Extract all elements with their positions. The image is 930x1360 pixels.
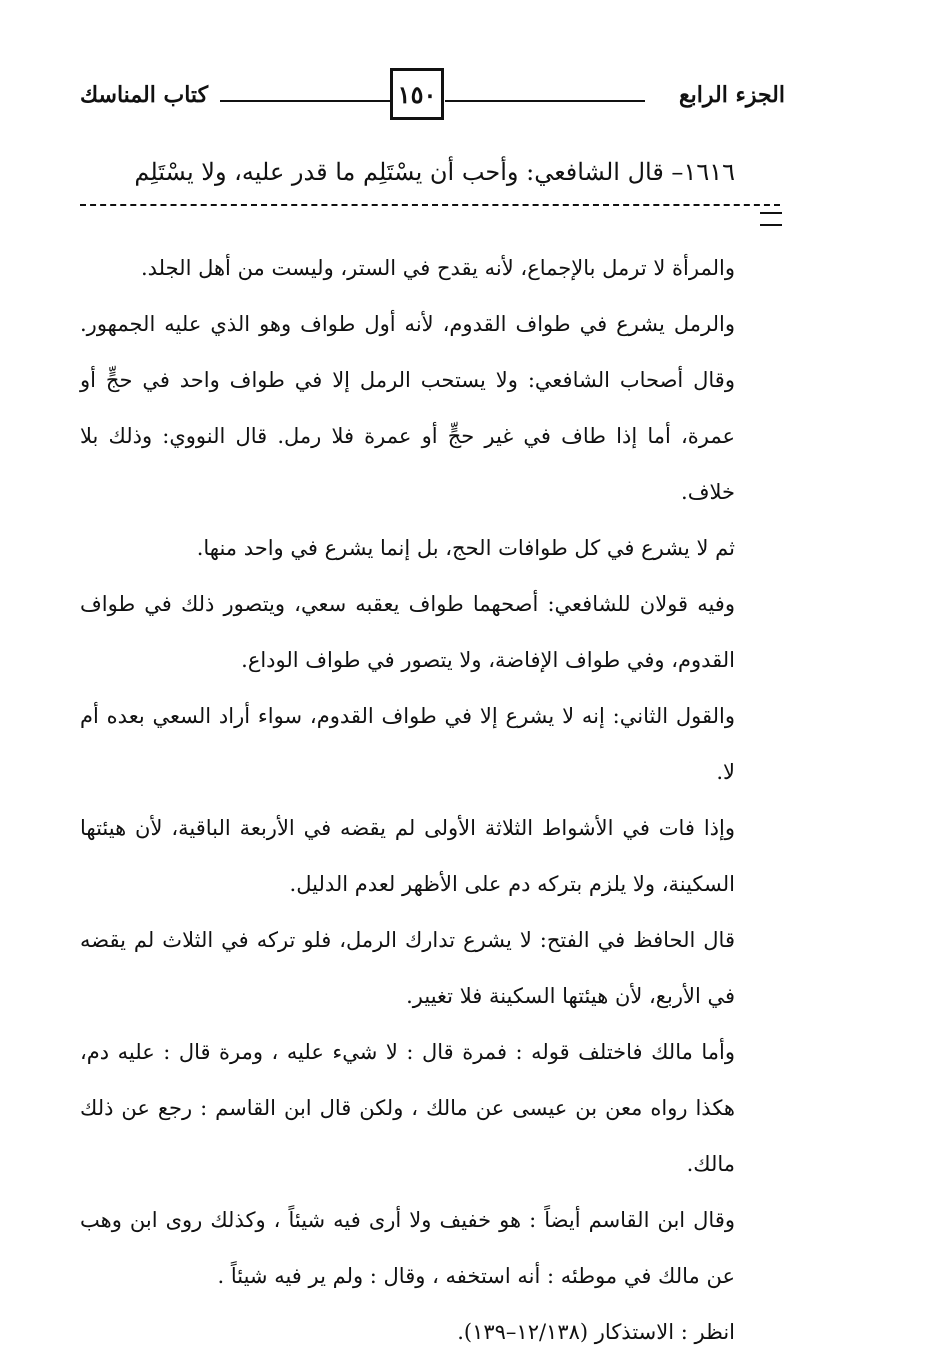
page-number-box xyxy=(390,68,444,120)
footnote-paragraph: والمرأة لا ترمل بالإجماع، لأنه يقدح في الستر، وليست من أهل الجلد. xyxy=(140,256,735,280)
footnote-paragraph: قال الحافظ في الفتح: لا يشرع تدارك الرمل، فلو تركه في الثلاث لم يقضه في الأربع، لأن هيئتها السكينة فلا تغيير. xyxy=(80,928,735,1008)
footnote-paragraph: والرمل يشرع في طواف القدوم، لأنه أول طواف وهو الذي عليه الجمهور. وقال أصحاب الشافعي: ولا يستحب الرمل إلا في طواف واحد في حجٍّ أو عمرة، أما إذا طاف في غير حجٍّ أو عمرة فلا رمل. قال النووي: وذلك بلا خلاف. xyxy=(80,312,735,504)
footnote-paragraph: وأما مالك فاختلف قوله : فمرة قال : لا شيء عليه ، ومرة قال : عليه دم، هكذا رواه معن بن عيسى عن مالك ، ولكن قال ابن القاسم : رجع عن ذلك مالك. xyxy=(80,1040,735,1176)
footnote-continuation-mark xyxy=(760,212,782,226)
footnote-paragraph: والقول الثاني: إنه لا يشرع إلا في طواف القدوم، سواء أراد السعي بعده أم لا. xyxy=(80,704,735,784)
header-rule-left xyxy=(220,100,390,102)
footnote-paragraph: وقال ابن القاسم أيضاً : هو خفيف ولا أرى فيه شيئاً ، وكذلك روى ابن وهب عن مالك في موطئه : أنه استخفه ، وقال : ولم ير فيه شيئاً . xyxy=(80,1208,735,1288)
header-rule-right xyxy=(445,100,645,102)
verse-line: ١٦١٦– قال الشافعي: وأحب أن يسْتَلِم ما قدر عليه، ولا يسْتَلِم xyxy=(134,158,735,186)
footnote-paragraph: ثم لا يشرع في كل طوافات الحج، بل إنما يشرع في واحد منها. xyxy=(196,536,735,560)
footnote-paragraph: وإذا فات في الأشواط الثلاثة الأولى لم يقضه في الأربعة الباقية، لأن هيئتها السكينة، ولا يلزم بتركه دم على الأظهر لعدم الدليل. xyxy=(80,816,735,896)
page-number: ١٥٠ xyxy=(397,79,437,109)
footnote-reference: انظر : الاستذكار (١٢/١٣٨–١٣٩). xyxy=(457,1320,735,1344)
footnote-paragraph: وفيه قولان للشافعي: أصحهما طواف يعقبه سعي، ويتصور ذلك في طواف القدوم، وفي طواف الإفاضة، ولا يتصور في طواف الوداع. xyxy=(80,592,735,672)
running-head-volume: الجزء الرابع xyxy=(678,82,785,108)
footnote-separator xyxy=(80,204,780,206)
running-head-book: كتاب المناسك xyxy=(80,82,209,108)
footnote-text xyxy=(80,240,735,1360)
page-header xyxy=(80,60,785,130)
